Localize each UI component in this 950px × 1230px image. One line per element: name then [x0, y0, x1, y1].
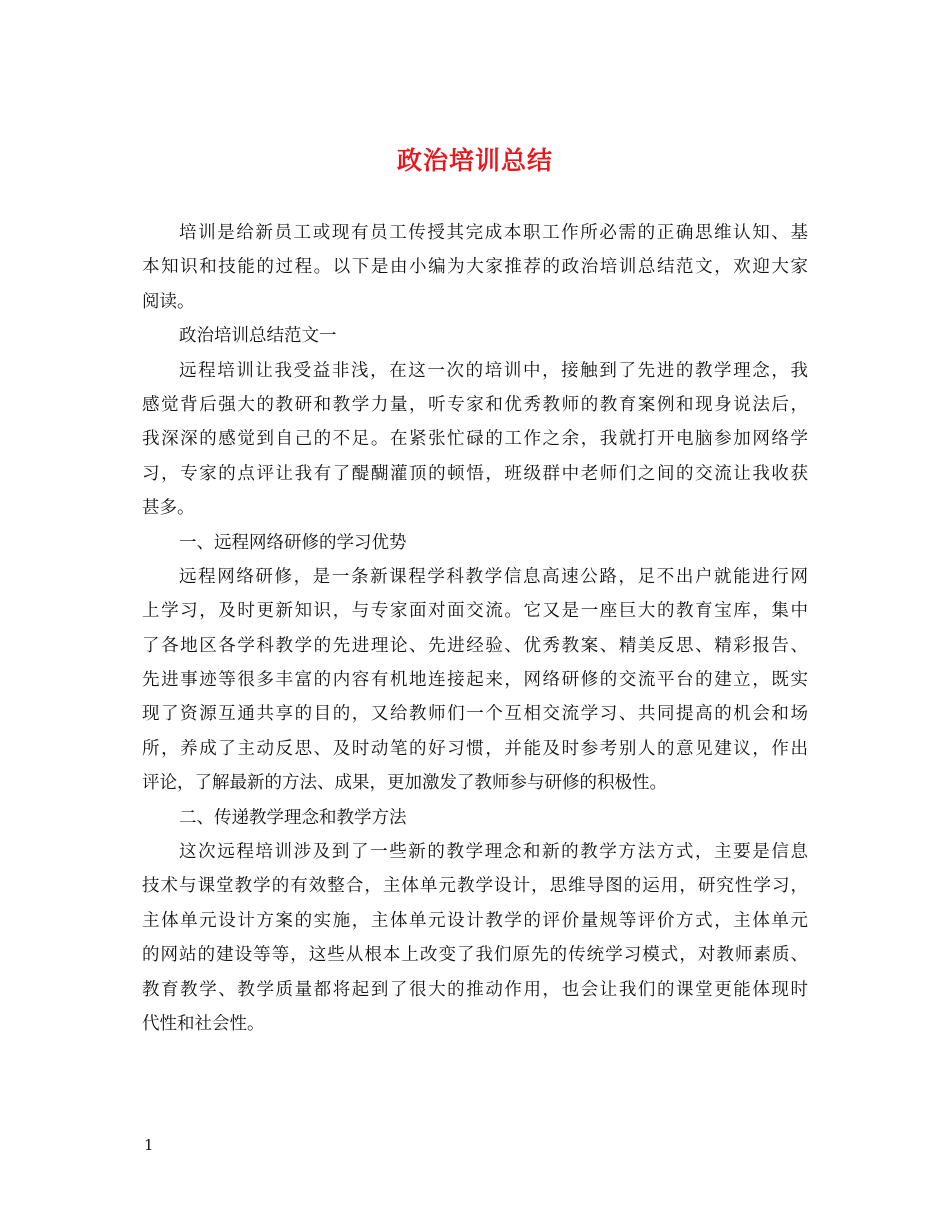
- text-line: 先进事迹等很多丰富的内容有机地连接起来，网络研修的交流平台的建立，既实: [142, 670, 808, 691]
- text-line: 主体单元设计方案的实施，主体单元设计教学的评价量规等评价方式，主体单元: [142, 910, 808, 931]
- section-heading: 二、传递教学理念和教学方法: [179, 807, 407, 828]
- text-line: 的网站的建设等等，这些从根本上改变了我们原先的传统学习模式，对教师素质、: [142, 945, 808, 966]
- text-line: 远程网络研修，是一条新课程学科教学信息高速公路，足不出户就能进行网: [179, 566, 808, 587]
- document-body: [142, 216, 808, 1041]
- text-line: 本知识和技能的过程。以下是由小编为大家推荐的政治培训总结范文，欢迎大家: [142, 257, 808, 278]
- text-line: 教育教学、教学质量都将起到了很大的推动作用，也会让我们的课堂更能体现时: [142, 979, 808, 1000]
- text-line: 阅读。: [142, 291, 195, 312]
- text-line: 评论，了解最新的方法、成果，更加激发了教师参与研修的积极性。: [142, 773, 667, 794]
- text-line: 甚多。: [142, 498, 195, 519]
- text-line: 这次远程培训涉及到了一些新的教学理念和新的教学方法方式，主要是信息: [179, 842, 808, 863]
- paragraph-lines: [142, 216, 808, 1041]
- text-line: 上学习，及时更新知识，与专家面对面交流。它又是一座巨大的教育宝库，集中: [142, 601, 808, 622]
- text-line: 技术与课堂教学的有效整合，主体单元教学设计，思维导图的运用，研究性学习，: [142, 876, 808, 897]
- text-line: 习，专家的点评让我有了醍醐灌顶的顿悟，班级群中老师们之间的交流让我收获: [142, 463, 808, 484]
- text-line: 远程培训让我受益非浅，在这一次的培训中，接触到了先进的教学理念，我: [179, 360, 808, 381]
- section-heading: 政治培训总结范文一: [179, 326, 337, 347]
- page-number: 1: [144, 1136, 154, 1154]
- text-line: 培训是给新员工或现有员工传授其完成本职工作所必需的正确思维认知、基: [179, 223, 808, 243]
- text-line: 所，养成了主动反思、及时动笔的好习惯，并能及时参考别人的意见建议，作出: [142, 738, 808, 759]
- text-line: 现了资源互通共享的目的，又给教师们一个互相交流学习、共同提高的机会和场: [142, 704, 808, 725]
- text-line: 代性和社会性。: [142, 1013, 265, 1034]
- document-title: 政治培训总结: [396, 146, 553, 175]
- text-line: 了各地区各学科教学的先进理论、先进经验、优秀教案、精美反思、精彩报告、: [142, 635, 808, 656]
- text-line: 感觉背后强大的教研和教学力量，听专家和优秀教师的教育案例和现身说法后，: [142, 394, 808, 415]
- section-heading: 一、远程网络研修的学习优势: [179, 532, 407, 553]
- text-line: 我深深的感觉到自己的不足。在紧张忙碌的工作之余，我就打开电脑参加网络学: [142, 429, 808, 450]
